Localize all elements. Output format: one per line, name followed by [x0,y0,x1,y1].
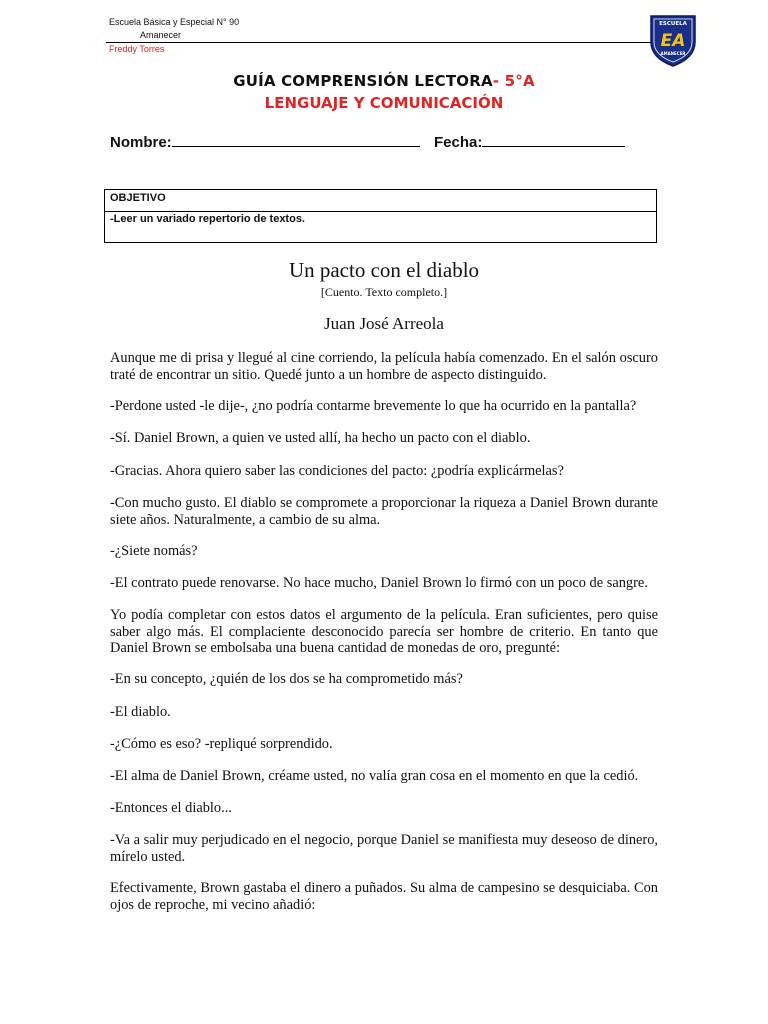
story-paragraph: -El contrato puede renovarse. No hace mucho, Daniel Brown lo firmó con un poco de sangre. [110,575,648,591]
name-field[interactable] [172,132,420,147]
story-paragraph: -El alma de Daniel Brown, créame usted, no valía gran cosa en el momento en que la cedió. [110,768,639,784]
subject-title: LENGUAJE Y COMUNICACIÓN [264,94,504,112]
story-paragraph: Efectivamente, Brown gastaba el dinero a puñados. Su alma de campesino se desquiciaba. Con ojos de reproche, mi vecino añadió: [110,880,658,913]
story-author: Juan José Arreola [324,314,444,333]
school-logo [648,12,698,68]
story-paragraph: Yo podía completar con estos datos el argumento de la película. Eran suficientes, pero quise saber algo más. El complaciente desconocido parecía ser hombre de criterio. En tanto que Daniel Brown se embolsaba una buena cantidad de monedas de oro, pregunté: [110,607,658,656]
story-paragraph: -En su concepto, ¿quién de los dos se ha comprometido más? [110,671,463,687]
story-title: Un pacto con el diablo [288,258,480,282]
story-paragraph: -¿Siete nomás? [110,543,198,559]
school-name: Escuela Básica y Especial N° 90 [109,17,240,27]
name-date-row [110,132,625,151]
story-paragraph: -Entonces el diablo... [110,800,232,816]
guide-title-main: GUÍA COMPRENSIÓN LECTORA [233,72,493,90]
story-paragraph: -Perdone usted -le dije-, ¿no podría contarme brevemente lo que ha ocurrido en la pantalla? [110,398,637,414]
logo-letters: EA [660,31,686,51]
name-label: Nombre: [110,134,172,151]
story-paragraph: Aunque me di prisa y llegué al cine corriendo, la película había comenzado. En el salón oscuro traté de encontrar un sitio. Quedé junto a un hombre de aspecto distinguido. [110,350,658,383]
guide-title-grade: - 5°A [492,72,535,90]
objective-heading: OBJETIVO [105,190,656,212]
school-subtitle: Amanecer [140,30,182,40]
logo-bottom-text: AMANECER [660,51,686,56]
objective-text: -Leer un variado repertorio de textos. [110,213,305,225]
header-divider [106,42,658,43]
date-label: Fecha: [434,134,483,151]
story-subtitle: [Cuento. Texto completo.] [320,285,448,299]
story-paragraph: -¿Cómo es eso? -repliqué sorprendido. [110,736,333,752]
guide-title [0,72,768,90]
story-paragraph: -Gracias. Ahora quiero saber las condiciones del pacto: ¿podría explicármelas? [110,463,564,479]
teacher-name: Freddy Torres [109,44,165,54]
logo-top-text: ESCUELA [659,21,687,27]
story-paragraph: -Va a salir muy perjudicado en el negocio, porque Daniel se manifiesta muy deseoso de dinero, mírelo usted. [110,832,658,865]
story-paragraph: -Con mucho gusto. El diablo se compromete a proporcionar la riqueza a Daniel Brown durante siete años. Naturalmente, a cambio de su alma. [110,495,658,528]
story-paragraph: -El diablo. [110,704,171,720]
objective-box [104,189,657,243]
story-paragraph: -Sí. Daniel Brown, a quien ve usted allí, ha hecho un pacto con el diablo. [110,430,531,446]
date-field[interactable] [482,132,625,147]
